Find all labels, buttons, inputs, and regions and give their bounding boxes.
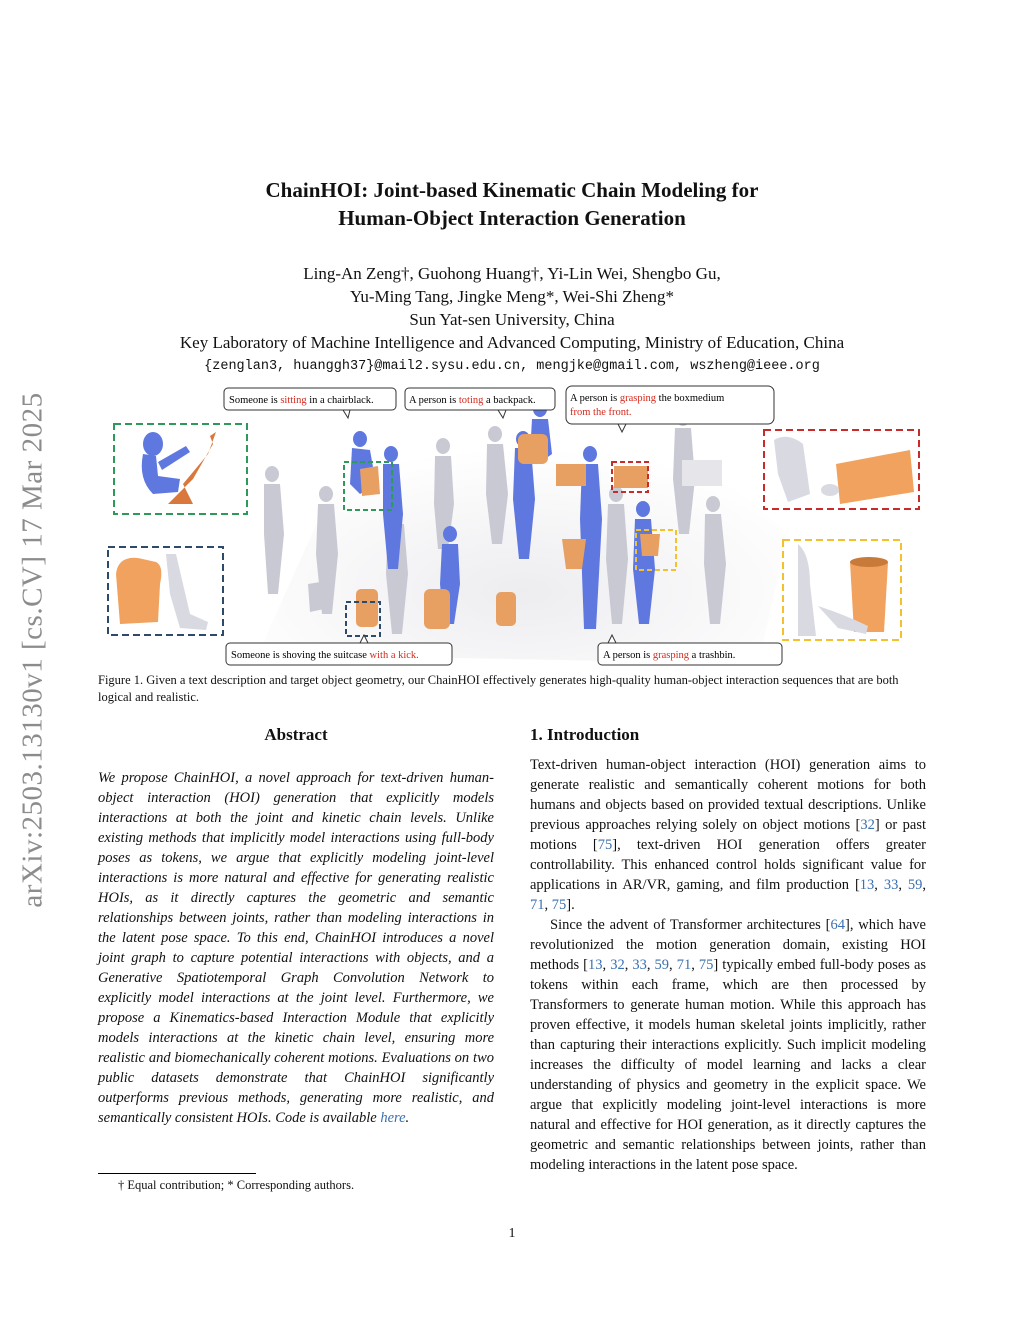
ref-75[interactable]: 75: [597, 837, 613, 853]
arxiv-sidebar: [8, 350, 58, 950]
footnote-rule: [98, 1173, 256, 1174]
inset-suitcase-kick: [116, 554, 208, 630]
bubble-1-pre: Someone is: [229, 395, 281, 406]
introduction-heading: 1. Introduction: [530, 725, 640, 744]
bubble-1-verb: sitting: [280, 395, 307, 406]
abstract-end: .: [405, 1110, 410, 1126]
bubble-5-pre: A person is: [603, 650, 653, 661]
ref-59[interactable]: 59: [654, 957, 670, 973]
inset-trashbin-grasp: [798, 544, 888, 636]
inset-chair-sitting: [142, 432, 216, 504]
bubble-2-verb: toting: [458, 395, 484, 406]
bubble-5-verb: grasping: [652, 650, 690, 661]
bubble-4-pre: Someone is shoving the suitcase: [231, 650, 370, 661]
figure-1: [98, 384, 926, 669]
intro-paragraph-2: Since the advent of Transformer architectures [64], which have revolutionized the motion generation domain, existing HOI methods [13, 32, 33, 59, 71, 75] typically embed full-body poses as tokens within each frame, which are then processed by Transformers to generate human motion. While this approach has proven effective, it models human skeletal joints implicitly, rather than capturing their interactions explicitly. Such implicit modeling increases the difficulty of model learning and lacks a clear understanding of physics and geometry in the explicit space. We argue that explicitly modeling joint-level interactions is more natural and effective for HOI generation, as it directly captures the geometric and semantic relationships between joints, rather than modeling interactions in the latent pose space.: [530, 917, 927, 1173]
author-block: [0, 262, 1024, 354]
paper-title: [0, 176, 1024, 232]
ref-59[interactable]: 59: [907, 877, 923, 893]
bubble-3-verb: grasping: [619, 393, 657, 404]
title-line-1: ChainHOI: Joint-based Kinematic Chain Modeling for: [265, 178, 759, 202]
bubble-3-line-2: from the front.: [570, 407, 632, 418]
footnote: † Equal contribution; * Corresponding authors.: [118, 1178, 355, 1192]
svg-text:Someone is sitting in a chairb: [229, 395, 374, 406]
bubble-5-post: a trashbin.: [689, 650, 736, 661]
figure-1-caption: Figure 1. Given a text description and target object geometry, our ChainHOI effectively generates high-quality human-object interaction sequences that are both logical and realistic.: [98, 673, 899, 704]
bubble-toting: [405, 388, 555, 418]
bubble-grasping-box: [566, 386, 774, 432]
ref-33[interactable]: 33: [632, 957, 647, 973]
abstract-heading: Abstract: [264, 725, 328, 744]
svg-text:A person is toting a backpack.: [409, 395, 536, 406]
bubble-1-post: in a chairblack.: [306, 395, 374, 406]
bubble-2-post: a backpack.: [483, 395, 536, 406]
bubble-3-pre: A person is: [570, 393, 620, 404]
page-number: 1: [508, 1226, 516, 1241]
svg-text:A person is grasping the boxme: [570, 393, 724, 404]
ref-64[interactable]: 64: [830, 917, 845, 933]
ref-71[interactable]: 71: [530, 897, 545, 913]
ref-75[interactable]: 75: [551, 897, 567, 913]
bubble-3-post: the boxmedium: [656, 393, 725, 404]
ref-75[interactable]: 75: [698, 957, 714, 973]
author-emails: {zenglan3, huanggh37}@mail2.sysu.edu.cn, mengjke@gmail.com, wszheng@ieee.org: [204, 359, 820, 374]
affiliation-2: Key Laboratory of Machine Intelligence and Advanced Computing, Ministry of Education, China: [179, 333, 845, 352]
introduction-body: [530, 755, 926, 1175]
abstract-text: We propose ChainHOI, a novel approach for text-driven human-object interaction (HOI) generation that explicitly models interactions at both the joint and kinetic chain levels. Unlike existing methods that implicitly model interactions using full-body poses as tokens, we argue that explicitly modeling joint-level interactions is more natural and effective for generating realistic HOIs, as it directly captures the geometric and semantic relationships between joints, rather than modeling interactions in the latent pose space. To this end, ChainHOI introduces a novel joint graph to capture potential interactions with objects, and a Generative Spatiotemporal Graph Convolution Network to explicitly model interactions at the joint level. Furthermore, we propose a Kinematics-based Interaction Module that explicitly models interactions at the kinetic chain level, ensuring more realistic and biomechanically coherent motions. Evaluations on two public datasets demonstrate that ChainHOI significantly outperforms previous methods, generating more realistic, and semantically consistent HOIs. Code is available: [98, 770, 494, 1126]
code-link[interactable]: here: [380, 1110, 406, 1126]
ref-33[interactable]: 33: [883, 877, 899, 893]
arxiv-identifier: arXiv:2503.13130v1 [cs.CV] 17 Mar 2025: [16, 392, 49, 908]
ref-71[interactable]: 71: [676, 957, 692, 973]
ref-32[interactable]: 32: [610, 957, 625, 973]
ref-32[interactable]: 32: [860, 817, 875, 833]
inset-box-grasp: [774, 437, 914, 504]
abstract-body: [98, 768, 494, 1128]
ref-13[interactable]: 13: [859, 877, 875, 893]
figure-1-illustration: [98, 384, 926, 669]
svg-text:Someone is shoving the suitcas: [231, 650, 419, 661]
affiliation-1: Sun Yat-sen University, China: [409, 310, 615, 329]
title-line-2: Human-Object Interaction Generation: [338, 206, 686, 230]
ref-13[interactable]: 13: [588, 957, 603, 973]
bubble-4-phrase: with a kick.: [369, 650, 419, 661]
bubble-2-pre: A person is: [409, 395, 459, 406]
svg-text:A person is grasping a trashbi: [603, 650, 735, 661]
bubble-sitting: [224, 388, 396, 418]
authors-line-1: Ling-An Zeng†, Guohong Huang†, Yi-Lin Wei, Shengbo Gu,: [303, 264, 721, 283]
intro-paragraph-1: Text-driven human-object interaction (HOI) generation aims to generate realistic and semantically coherent motions for both humans and objects based on provided textual descriptions. Unlike previous approaches relying solely on object motions [32] or past motions [75], text-driven HOI generation offers greater controllability. This enhanced control holds significant value for applications in AR/VR, gaming, and film production [13, 33, 59, 71, 75].: [530, 757, 927, 913]
authors-line-2: Yu-Ming Tang, Jingke Meng*, Wei-Shi Zheng*: [349, 287, 675, 306]
